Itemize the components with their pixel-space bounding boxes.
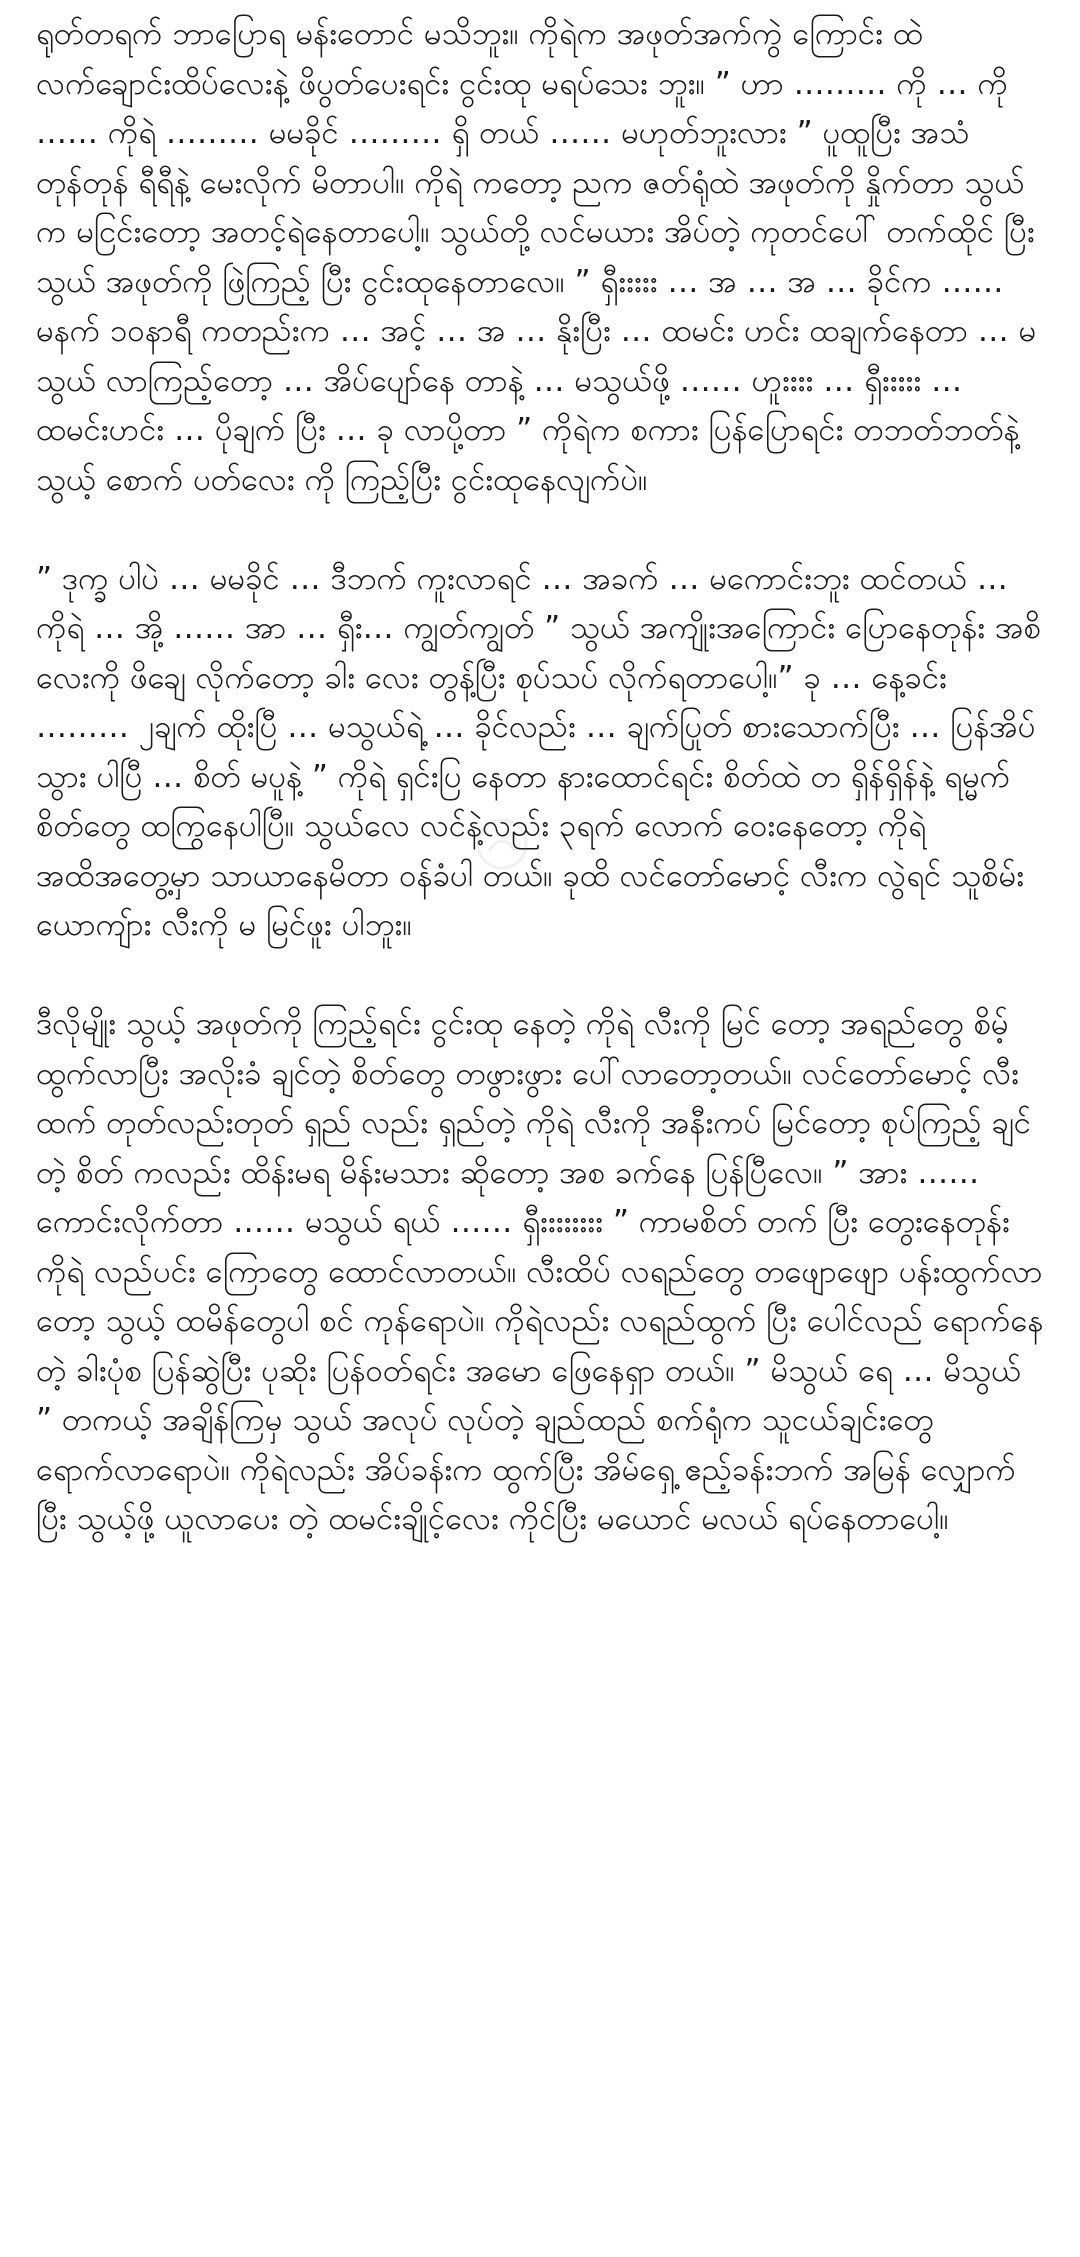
paragraph-1: ရုတ်တရက် ဘာပြောရ မန်းတောင် မသိဘူး။ ကိုရဲက အဖုတ်အက်ကွဲ ကြောင်း ထဲ လက်ချောင်းထိပ်လေးနဲ့ ဖိပွတ်ပေးရင်း ငွင်းထု မရပ်သေး ဘူး။ ” ဟာ ……… ကို … ကို …… ကိုရဲ ……… မမခိုင် ……… ရှိ တယ် …… မဟုတ်ဘူးလား ” ပူထူပြီး အသံ တုန်တုန် ရီရီနဲ့ မေးလိုက် မိတာပါ။ ကိုရဲ ကတော့ ညက ဇတ်ရုံထဲ အဖုတ်ကို နှိုက်တာ သွယ် က မငြင်းတော့ အတင့်ရဲနေတာပေါ့။ သွယ်တို့ လင်မယား အိပ်တဲ့ ကုတင်ပေါ် တက်ထိုင် ပြီး သွယ် အဖုတ်ကို ဖြဲကြည့် ပြီး ငွင်းထုနေတာလေ။ ” ရှီးးးးး … အ … အ … ခိုင်က …… မနက် ၁၀နာရီ ကတည်းက … အင့် … အ … နိုးပြီး … ထမင်း ဟင်း ထချက်နေတာ … မသွယ် လာကြည့်တော့ … အိပ်ပျော်နေ တာနဲ့ … မသွယ်ဖို့ …… ဟူးးးး … ရှီးးးးး … ထမင်းဟင်း … ပိုချက် ပြီး … ခု လာပို့တာ ” ကိုရဲက စကား ပြန်ပြောရင်း တဘတ်ဘတ်နဲ့ သွယ့် စောက် ပတ်လေး ကို ကြည့်ပြီး ငွင်းထုနေလျက်ပဲ။	[36, 16, 1037, 498]
paragraph-3: ဒီလိုမျိုး သွယ့် အဖုတ်ကို ကြည့်ရင်း ငွင်းထု နေတဲ့ ကိုရဲ လီးကို မြင် တော့ အရည်တွေ စိမ့်ထွက်လာပြီး အလိုးခံ ချင်တဲ့ စိတ်တွေ တဖွားဖွား ပေါ်လာတော့တယ်။ လင်တော်မောင့် လီးထက် တုတ်လည်းတုတ် ရှည် လည်း ရှည်တဲ့ ကိုရဲ လီးကို အနီးကပ် မြင်တော့ စုပ်ကြည့် ချင်တဲ့ စိတ် ကလည်း ထိန်းမရ မိန်းမသား ဆိုတော့ အစ ခက်နေ ပြန်ပြီလေ။ ” အား …… ကောင်းလိုက်တာ …… မသွယ် ရယ် …… ရှီးးးးးးးး ” ကာမစိတ် တက် ပြီး တွေးနေတုန်း ကိုရဲ လည်ပင်း ကြောတွေ ထောင်လာတယ်။ လီးထိပ် လရည်တွေ တဖျောဖျော ပန်းထွက်လာတော့ သွယ့် ထမိန်တွေပါ စင် ကုန်ရောပဲ။ ကိုရဲလည်း လရည်ထွက် ပြီး ပေါင်လည် ရောက်နေတဲ့ ခါးပုံစ ပြန်ဆွဲပြီး ပုဆိုး ပြန်ဝတ်ရင်း အမော ဖြေနေရှာ တယ်။ ” မိသွယ် ရေ … မိသွယ် ” တကယ့် အချိန်ကြမှ သွယ် အလုပ် လုပ်တဲ့ ချည်ထည် စက်ရုံက သူငယ်ချင်းတွေ ရောက်လာရောပဲ။ ကိုရဲလည်း အိပ်ခန်းက ထွက်ပြီး အိမ်ရှေ့ ဧည့်ခန်းဘက် အမြန် လျှောက်ပြီး သွယ့်ဖို့ ယူလာပေး တဲ့ ထမင်းချိုင့်လေး ကိုင်ပြီး မယောင် မလယ် ရပ်နေတာပေါ့။	[36, 1006, 1044, 1537]
paragraph-2: ” ဒုက္ခ ပါပဲ … မမခိုင် … ဒီဘက် ကူးလာရင် … အခက် … မကောင်းဘူး ထင်တယ် … ကိုရဲ … အို့ …… အာ … ရှီး… ကျွတ်ကျွတ် ” သွယ် အကျိုးအကြောင်း ပြောနေတုန်း အစိလေးကို ဖိချေ လိုက်တော့ ခါး လေး တွန့်ပြီး စုပ်သပ် လိုက်ရတာပေါ့။” ခု … နေ့ခင်း ……… ၂ချက် ထိုးပြီ … မသွယ်ရဲ့ … ခိုင်လည်း … ချက်ပြုတ် စားသောက်ပြီး … ပြန်အိပ် သွား ပါပြီ … စိတ် မပူနဲ့ ” ကိုရဲ ရှင်းပြ နေတာ နားထောင်ရင်း စိတ်ထဲ တ ရှိန်ရှိန်နဲ့ ရမ္မက်စိတ်တွေ ထကြွနေပါပြီ။ သွယ်လေ လင်နဲ့လည်း ၃ရက် လောက် ဝေးနေတော့ ကိုရဲ အထိအတွေ့မှာ သာယာနေမိတာ ဝန်ခံပါ တယ်။ ခုထိ လင်တော်မောင့် လီးက လွဲရင် သူစိမ်းယောကျ်ား လီးကို မ မြင်ဖူး ပါဘူး။	[36, 560, 1041, 943]
article-body	[36, 10, 1044, 1545]
